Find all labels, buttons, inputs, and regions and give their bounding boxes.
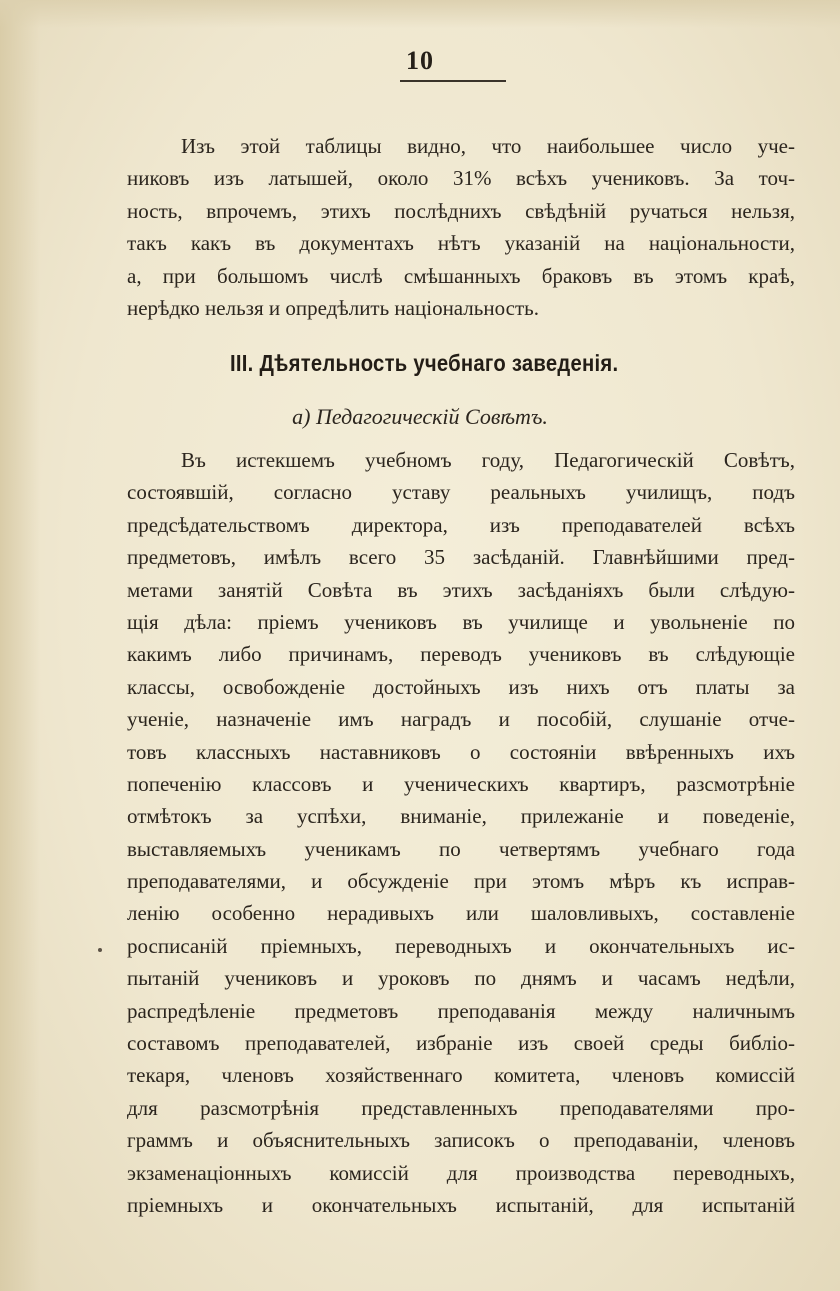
- text-line: преподавателями, и обсужденіе при этомъ мѣръ къ исправ-: [127, 869, 795, 894]
- text-line: Изъ этой таблицы видно, что наибольшее число уче-: [181, 134, 795, 158]
- text-line: попеченію классовъ и ученическихъ квартиръ, разсмотрѣніе: [127, 771, 795, 796]
- paragraph-2: [127, 444, 795, 1221]
- text-line: отмѣтокъ за успѣхи, вниманіе, прилежаніе и поведеніе,: [127, 804, 795, 829]
- text-line: Въ истекшемъ учебномъ году, Педагогическій Совѣтъ,: [181, 448, 795, 472]
- text-line: выставляемыхъ ученикамъ по четвертямъ учебнаго года: [127, 836, 795, 861]
- text-line: предметовъ, имѣлъ всего 35 засѣданій. Главнѣйшими пред-: [127, 545, 795, 570]
- text-line: ность, впрочемъ, этихъ послѣднихъ свѣдѣній ручаться нельзя,: [127, 198, 795, 223]
- text-line: составомъ преподавателей, избраніе изъ своей среды библіо-: [127, 1031, 795, 1056]
- text-line: росписаній пріемныхъ, переводныхъ и окончательныхъ ис-: [127, 933, 795, 958]
- text-line: пытаній учениковъ и уроковъ по днямъ и часамъ недѣли,: [127, 966, 795, 991]
- text-line: а, при большомъ числѣ смѣшанныхъ браковъ въ этомъ краѣ,: [127, 263, 795, 288]
- text-line: распредѣленіе предметовъ преподаванія между наличнымъ: [127, 998, 795, 1023]
- text-line: товъ классныхъ наставниковъ о состояніи ввѣренныхъ ихъ: [127, 739, 795, 764]
- page-number-rule: [400, 80, 506, 82]
- paragraph-1: [127, 130, 795, 324]
- text-line: никовъ изъ латышей, около 31% всѣхъ учениковъ. За точ-: [127, 166, 795, 191]
- text-line: щія дѣла: пріемъ учениковъ въ училище и увольненіе по: [127, 609, 795, 634]
- text-line: метами занятій Совѣта въ этихъ засѣданіяхъ были слѣдую-: [127, 577, 795, 602]
- text-line: ученіе, назначеніе имъ наградъ и пособій, слушаніе отче-: [127, 707, 795, 732]
- text-line: ленію особенно нерадивыхъ или шаловливыхъ, составленіе: [127, 901, 795, 926]
- text-line: граммъ и объяснительныхъ записокъ о преподаваніи, членовъ: [127, 1128, 795, 1153]
- text-line: нерѣдко нельзя и опредѣлить національность.: [127, 295, 539, 320]
- page-shadow-left: [0, 0, 40, 1291]
- page-number: 10: [406, 46, 434, 75]
- text-line: такъ какъ въ документахъ нѣтъ указаній на національности,: [127, 231, 795, 256]
- page-shadow-top: [0, 0, 840, 28]
- ink-speck: [98, 948, 102, 952]
- text-line: какимъ либо причинамъ, переводъ учениковъ въ слѣдующіе: [127, 642, 795, 667]
- text-line: предсѣдательствомъ директора, изъ преподавателей всѣхъ: [127, 512, 795, 537]
- text-line: пріемныхъ и окончательныхъ испытаній, для испытаній: [127, 1192, 795, 1217]
- text-line: состоявшій, согласно уставу реальныхъ училищъ, подъ: [127, 480, 795, 505]
- text-line: классы, освобожденіе достойныхъ изъ нихъ отъ платы за: [127, 674, 795, 699]
- text-line: экзаменаціонныхъ комиссій для производства переводныхъ,: [127, 1160, 795, 1185]
- section-heading: III. Дѣятельность учебнаго заведенія.: [230, 350, 619, 376]
- subsection-heading: а) Педагогическій Совѣтъ.: [292, 404, 548, 429]
- text-line: для разсмотрѣнія представленныхъ преподавателями про-: [127, 1095, 795, 1120]
- text-line: текаря, членовъ хозяйственнаго комитета, членовъ комиссій: [127, 1063, 795, 1088]
